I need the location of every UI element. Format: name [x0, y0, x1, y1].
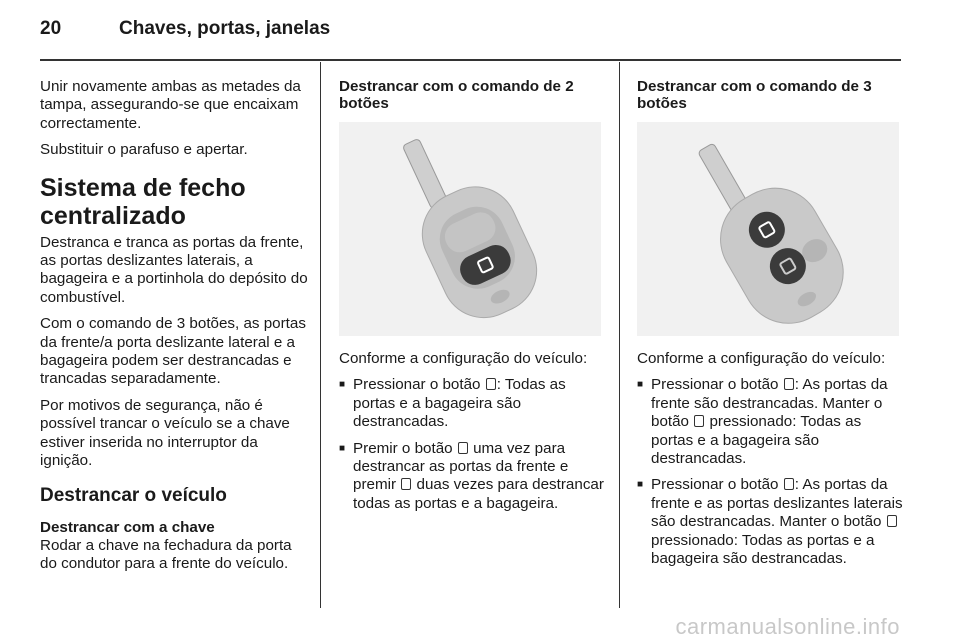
unlock-icon [784, 378, 794, 390]
remote-key-2-button-icon [339, 122, 601, 336]
column-divider [619, 62, 620, 608]
paragraph: Por motivos de segurança, não é possível trancar o veículo se a chave estiver inserida no interruptor da ignição. [40, 396, 290, 470]
remote-key-3-button-icon [637, 122, 899, 336]
sub-subsection-heading: Destrancar com a chave [40, 518, 215, 536]
column-2 [339, 78, 605, 521]
unlock-icon [458, 442, 468, 454]
column-3 [637, 78, 905, 576]
paragraph: Unir novamente ambas as metades da tampa, assegurando-se que encaixam correctamente. [40, 78, 301, 132]
column-divider [320, 62, 321, 608]
list-item: ■ Premir o botão uma vez para destrancar as portas da frente e premir duas vezes para destrancar todas as portas e a bagageira. [339, 440, 605, 514]
column-1 [40, 78, 308, 582]
figure-caption: Conforme a configuração do veículo: [637, 350, 886, 367]
header-rule [40, 59, 901, 61]
paragraph: Com o comando de 3 botões, as portas da frente/a porta deslizante lateral e a bagageira podem ser destrancadas e trancadas separadamente. [40, 315, 306, 388]
subsection-heading: Destrancar o veículo [40, 484, 227, 506]
page-number: 20 [40, 18, 62, 39]
unlock-icon [401, 478, 411, 490]
unlock-icon [784, 478, 794, 490]
subsection-heading: Destrancar com o comando de 3 botões [637, 78, 872, 112]
list-item: ■ Pressionar o botão : As portas da frente e as portas deslizantes laterais são destrancadas. Manter o botão pressionado: Todas as portas e a bagageira são destrancadas. [637, 476, 905, 568]
paragraph: Rodar a chave na fechadura da porta do condutor para a frente do veículo. [40, 536, 292, 573]
unlock-icon [694, 415, 704, 427]
list-item: ■ Pressionar o botão : As portas da frente são destrancadas. Manter o botão pressionado: Todas as portas e a bagageira são destrancadas. [637, 376, 905, 468]
watermark: carmanualsonline.info [675, 614, 900, 639]
unlock-icon [486, 378, 496, 390]
paragraph: Substituir o parafuso e apertar. [40, 141, 248, 159]
paragraph: Destranca e tranca as portas da frente, as portas deslizantes laterais, a bagageira e a portinhola do depósito do combustível. [40, 233, 308, 306]
unlock-icon [887, 515, 897, 527]
list-item: ■ Pressionar o botão : Todas as portas e a bagageira são destrancadas. [339, 376, 605, 431]
figure-caption: Conforme a configuração do veículo: [339, 350, 588, 367]
page-title: Chaves, portas, janelas [119, 18, 331, 39]
section-heading: Sistema de fecho centralizado [40, 173, 246, 230]
subsection-heading: Destrancar com o comando de 2 botões [339, 78, 574, 112]
